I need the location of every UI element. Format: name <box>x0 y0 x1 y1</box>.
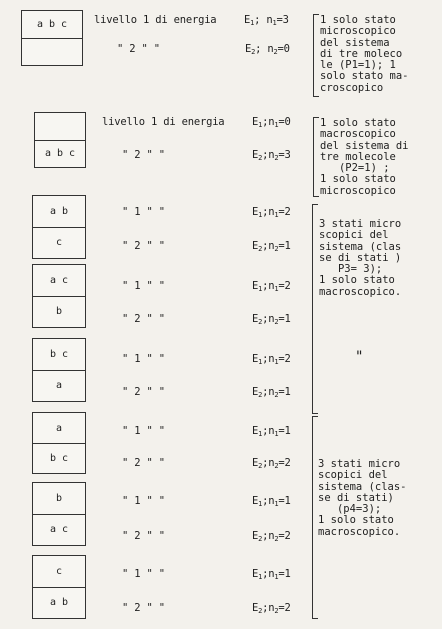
level-label: livello 1 di energia <box>102 116 225 128</box>
box-upper-cell: b c <box>33 339 85 371</box>
level-label: " 2 " " <box>122 149 165 161</box>
box-upper-cell: a b <box>33 196 85 228</box>
energy-label: $E_1;n_1=0$ <box>252 116 291 129</box>
microstate-box <box>32 195 86 259</box>
microstate-box <box>32 338 86 402</box>
box-upper-cell: a <box>33 413 85 444</box>
microstate-box <box>32 264 86 328</box>
box-upper-cell: a b c <box>22 11 82 39</box>
explanatory-note: 1 solo stato macroscopico del sistema di tre molecole (P2=1) ; 1 solo stato microscopico <box>320 117 409 197</box>
energy-label: $E_1;n_1=1$ <box>252 495 291 508</box>
box-upper-cell: a c <box>33 265 85 297</box>
energy-label: $E_2;n_2=2$ <box>252 530 291 543</box>
energy-label: $E_1;n_1=1$ <box>252 568 291 581</box>
level-label: " 1 " " <box>122 425 165 437</box>
energy-label: $E_2;n_2=2$ <box>252 457 291 470</box>
level-label: " 1 " " <box>122 206 165 218</box>
box-lower-cell: a b c <box>44 148 76 159</box>
energy-label: $E_2;n_2=2$ <box>252 602 291 615</box>
level-label: " 1 " " <box>122 280 165 292</box>
level-label: " 1 " " <box>122 568 165 580</box>
energy-label: $E_1;n_1=2$ <box>252 280 291 293</box>
state-box <box>21 10 83 66</box>
level-label: " 1 " " <box>122 353 165 365</box>
energy-label: $E_2;n_2=1$ <box>252 240 291 253</box>
note-bracket <box>313 14 314 97</box>
level-label: " 2 " " <box>117 43 160 55</box>
level-label: livello 1 di energia <box>94 14 217 26</box>
level-label: " 2 " " <box>122 313 165 325</box>
box-upper-cell <box>35 113 85 141</box>
box-lower-cell <box>22 38 82 65</box>
energy-label: $E_2$; $n_2=0$ <box>245 43 290 56</box>
energy-label: $E_1;n_1=1$ <box>252 425 291 438</box>
box-lower-cell: a <box>55 380 63 391</box>
state-box <box>34 112 86 168</box>
energy-label: $E_2;n_2=1$ <box>252 386 291 399</box>
note-bracket <box>312 204 313 414</box>
level-label: " 2 " " <box>122 386 165 398</box>
microstate-box <box>32 555 86 619</box>
ditto-mark: " <box>355 349 364 365</box>
level-label: " 2 " " <box>122 602 165 614</box>
explanatory-note: 3 stati micro scopici del sistema (clas se di stati ) P3= 3); 1 solo stato macroscopico. <box>319 218 402 298</box>
box-lower-cell: b <box>55 306 63 317</box>
energy-label: $E_2;n_2=3$ <box>252 149 291 162</box>
box-lower-cell: b c <box>49 452 69 464</box>
level-label: " 2 " " <box>122 240 165 252</box>
box-upper-cell: c <box>33 556 85 588</box>
note-bracket <box>313 117 314 197</box>
level-label: " 2 " " <box>122 530 165 542</box>
energy-label: $E_1$; $n_1=3$ <box>244 14 289 27</box>
box-lower-cell: a c <box>49 524 69 535</box>
explanatory-note: 1 solo stato microscopico del sistema di tre moleco le (P1=1); 1 solo stato ma- croscopico <box>320 14 409 94</box>
microstate-box <box>32 412 86 474</box>
explanatory-note: 3 stati micro scopici del sistema (clas- se di stati) (p4=3); 1 solo stato macroscopico. <box>318 458 407 538</box>
level-label: " 2 " " <box>122 457 165 469</box>
energy-label: $E_1;n_1=2$ <box>252 353 291 366</box>
box-lower-cell: c <box>55 237 63 248</box>
box-lower-cell: a b <box>49 597 69 608</box>
energy-label: $E_2;n_2=1$ <box>252 313 291 326</box>
microstate-box <box>32 482 86 546</box>
box-upper-cell: b <box>33 483 85 515</box>
energy-label: $E_1;n_1=2$ <box>252 206 291 219</box>
note-bracket <box>312 416 313 619</box>
level-label: " 1 " " <box>122 495 165 507</box>
